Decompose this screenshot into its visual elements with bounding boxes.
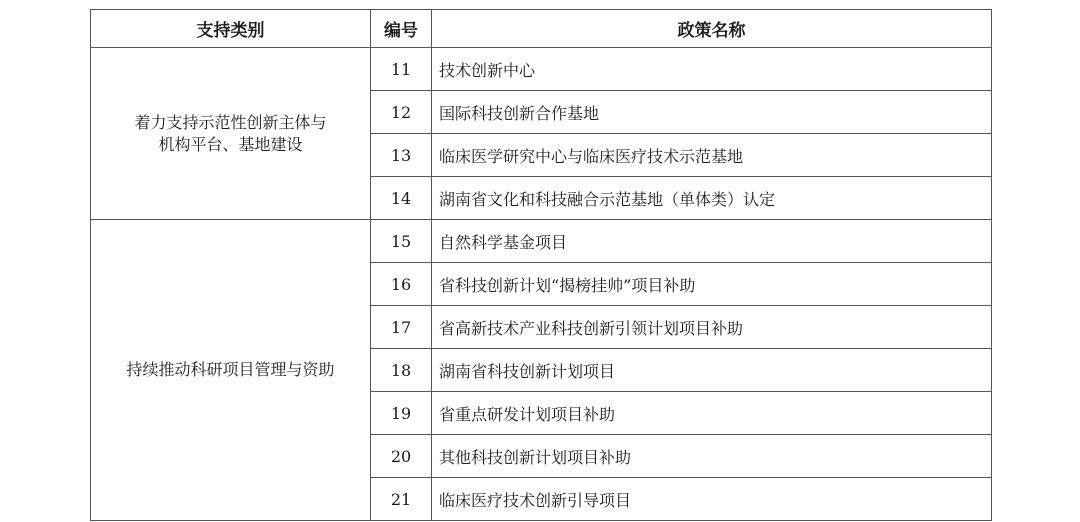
category-cell xyxy=(91,48,371,220)
header-row xyxy=(91,10,992,48)
policy-name: 临床医学研究中心与临床医疗技术示范基地 xyxy=(432,134,992,177)
policy-name: 湖南省文化和科技融合示范基地（单体类）认定 xyxy=(432,177,992,220)
policy-name: 省高新技术产业科技创新引领计划项目补助 xyxy=(432,306,992,349)
header-number: 编号 xyxy=(371,10,432,48)
row-number: 20 xyxy=(371,435,432,478)
category-label-line: 机构平台、基地建设 xyxy=(158,134,303,154)
table-row xyxy=(91,220,992,263)
row-number: 11 xyxy=(371,48,432,91)
row-number: 14 xyxy=(371,177,432,220)
category-label-line: 着力支持示范性创新主体与 xyxy=(134,112,327,132)
policy-name: 技术创新中心 xyxy=(432,48,992,91)
policy-name: 其他科技创新计划项目补助 xyxy=(432,435,992,478)
row-number: 16 xyxy=(371,263,432,306)
row-number: 21 xyxy=(371,478,432,521)
row-number: 19 xyxy=(371,392,432,435)
category-cell xyxy=(91,220,371,521)
table-header xyxy=(91,10,992,48)
row-number: 12 xyxy=(371,91,432,134)
row-number: 17 xyxy=(371,306,432,349)
header-policy: 政策名称 xyxy=(432,10,992,48)
row-number: 13 xyxy=(371,134,432,177)
policy-name: 湖南省科技创新计划项目 xyxy=(432,349,992,392)
policy-name: 省科技创新计划“揭榜挂帅”项目补助 xyxy=(432,263,992,306)
category-label-line: 持续推动科研项目管理与资助 xyxy=(126,360,335,379)
policy-name: 省重点研发计划项目补助 xyxy=(432,392,992,435)
policy-name: 临床医疗技术创新引导项目 xyxy=(432,478,992,521)
row-number: 15 xyxy=(371,220,432,263)
header-category: 支持类别 xyxy=(91,10,371,48)
table-row xyxy=(91,48,992,91)
row-number: 18 xyxy=(371,349,432,392)
policy-table xyxy=(90,9,992,521)
policy-name: 国际科技创新合作基地 xyxy=(432,91,992,134)
policy-name: 自然科学基金项目 xyxy=(432,220,992,263)
